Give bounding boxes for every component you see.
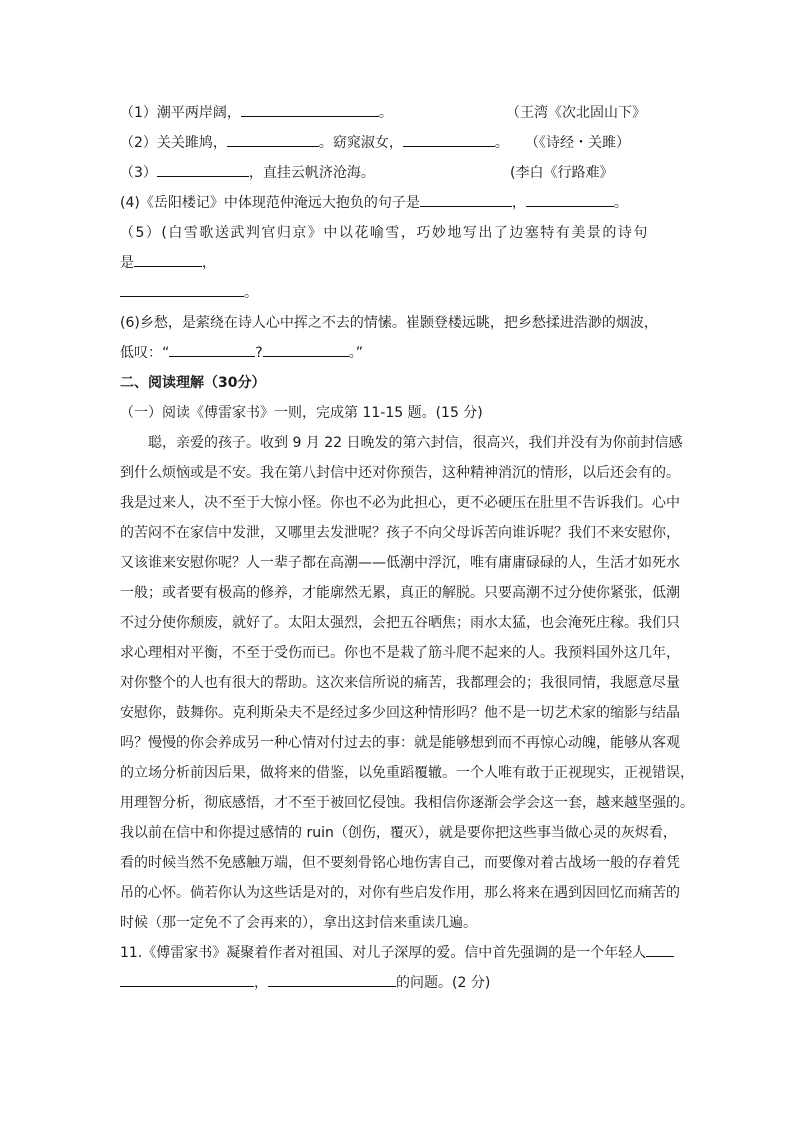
poem-text: 潮平两岸阔， [156, 105, 241, 121]
poem-text: ，直挂云帆济沧海。 [248, 165, 375, 181]
letter-line: 的苦闷不在家信中发泄，又哪里去发泄呢？孩子不向父母诉苦向谁诉呢？我们不来安慰你， [120, 525, 680, 541]
question-text: 11.《傅雷家书》凝聚着作者对祖国、对儿子深厚的爱。信中首先强调的是一个年轻人 [120, 945, 647, 961]
exam-page [120, 98, 694, 998]
punctuation: ， [511, 195, 526, 211]
answer-blank[interactable] [263, 342, 349, 357]
punctuation: 。 [494, 135, 509, 151]
answer-blank[interactable] [241, 102, 379, 117]
letter-line: 求心理相对平衡，不至于受伤而已。你也不是栽了筋斗爬不起来的人。我预料国外这几年， [120, 645, 680, 661]
question-text: 是 [120, 255, 134, 271]
question-number: （1） [120, 105, 157, 121]
question-number: （2） [120, 135, 157, 151]
answer-blank[interactable] [157, 162, 249, 177]
poem-text: 关关雎鸠， [156, 135, 227, 151]
question-11 [120, 938, 680, 968]
section-subtitle: （一）阅读《傅雷家书》一则，完成第 11-15 题。(15 分) [120, 405, 483, 421]
letter-line: 一般；或者要有极高的修养，才能廓然无累，真正的解脱。只要高潮不过分使你紧张，低潮 [120, 585, 680, 601]
question-number: （3） [120, 165, 157, 181]
letter-line: 用理智分析，彻底感悟，才不至于被回忆侵蚀。我相信你逐渐会学会这一套，越来越坚强的。 [120, 795, 694, 811]
poem-text: 。窈窕淑女， [318, 135, 403, 151]
letter-line: 时候（那一定免不了会再来的），拿出这封信来重读几遍。 [120, 915, 477, 931]
poem-question-2 [120, 128, 680, 158]
poem-question-5-line2 [120, 248, 680, 278]
poem-question-4 [120, 188, 680, 218]
poem-question-1 [120, 98, 680, 128]
letter-line: 吗？慢慢的你会养成另一种心情对付过去的事：就是能够想到而不再惊心动魄，能够从客观 [120, 735, 680, 751]
letter-line: 看的时候当然不免感触万端，但不要刻骨铭心地伤害自己，而要像对着古战场一般的存着凭 [120, 855, 680, 871]
question-text: 的问题。(2 分) [396, 975, 491, 991]
punctuation: 。” [348, 345, 363, 361]
letter-line: 又该谁来安慰你呢？人一辈子都在高潮——低潮中浮沉，唯有庸庸碌碌的人，生活才如死水 [120, 555, 680, 571]
answer-blank[interactable] [120, 972, 254, 987]
question-text: 《岳阳楼记》中体现范仲淹远大抱负的句子是 [139, 195, 420, 211]
letter-line: 吊的心怀。倘若你认为这些话是对的，对你有些启发作用，那么将来在遇到因回忆而痛苦的 [120, 885, 680, 901]
punctuation: 。 [378, 105, 393, 121]
section-title: 二、阅读理解（30分） [120, 375, 266, 391]
answer-blank[interactable] [420, 192, 512, 207]
letter-line: 到什么烦恼或是不安。我在第八封信中还对你预告，这种精神消沉的情形，以后还会有的。 [120, 465, 680, 481]
question-text: 低叹：“ [120, 345, 170, 361]
letter-line: 我以前在信中和你提过感情的 ruin（创伤，覆灭），就是要你把这些事当做心灵的灰烬看， [120, 825, 677, 841]
answer-blank[interactable] [268, 972, 396, 987]
poem-question-3 [120, 158, 680, 188]
letter-line: 安慰你，鼓舞你。克利斯朵夫不是经过多少回这种情形吗？他不是一切艺术家的缩影与结晶 [120, 705, 680, 721]
answer-blank[interactable] [227, 132, 319, 147]
answer-blank[interactable] [134, 252, 202, 267]
poem-source: （王湾《次北固山下》 [506, 105, 646, 121]
poem-question-6-line2 [120, 338, 680, 368]
letter-body [120, 428, 694, 938]
punctuation: 。 [244, 285, 258, 301]
answer-blank[interactable] [526, 192, 614, 207]
answer-blank[interactable] [169, 342, 255, 357]
question-11-line2 [120, 968, 680, 998]
letter-line: 的立场分析前因后果，做将来的借鉴，以免重蹈覆辙。一个人唯有敢于正视现实，正视错误， [120, 765, 694, 781]
poem-source: （《诗经・关雎） [525, 135, 630, 151]
poem-question-5 [120, 218, 680, 248]
question-text: 乡愁，是萦绕在诗人心中挥之不去的情愫。崔颢登楼远眺，把乡愁揉进浩渺的烟波， [139, 315, 658, 331]
letter-line: 聪，亲爱的孩子。收到 9 月 22 日晚发的第六封信，很高兴，我们并没有为你前封信感 [148, 435, 683, 451]
question-number: （5） [120, 225, 162, 241]
punctuation: ? [255, 345, 263, 361]
letter-line: 我是过来人，决不至于大惊小怪。你也不必为此担心，更不必硬压在肚里不告诉我们。心中 [120, 495, 680, 511]
answer-blank[interactable] [120, 282, 244, 297]
punctuation: 。 [613, 195, 628, 211]
question-number: (6) [120, 315, 140, 331]
poem-source: (李白《行路难》 [510, 165, 614, 181]
letter-line: 对你整个的人也有很大的帮助。这次来信所说的痛苦，我都理会的；我很同情，我愿意尽量 [120, 675, 680, 691]
punctuation: ， [202, 255, 216, 271]
letter-line: 不过分使你颓废，就好了。太阳太强烈，会把五谷晒焦；雨水太猛，也会淹死庄稼。我们只 [120, 615, 680, 631]
poem-question-6 [120, 308, 680, 338]
poem-question-5-line3 [120, 278, 680, 308]
question-text: (白雪歌送武判官归京》中以花喻雪，巧妙地写出了边塞特有美景的诗句 [161, 225, 649, 241]
answer-blank[interactable] [646, 942, 674, 957]
answer-blank[interactable] [403, 132, 495, 147]
punctuation: ， [254, 975, 268, 991]
question-number: (4) [120, 195, 140, 211]
